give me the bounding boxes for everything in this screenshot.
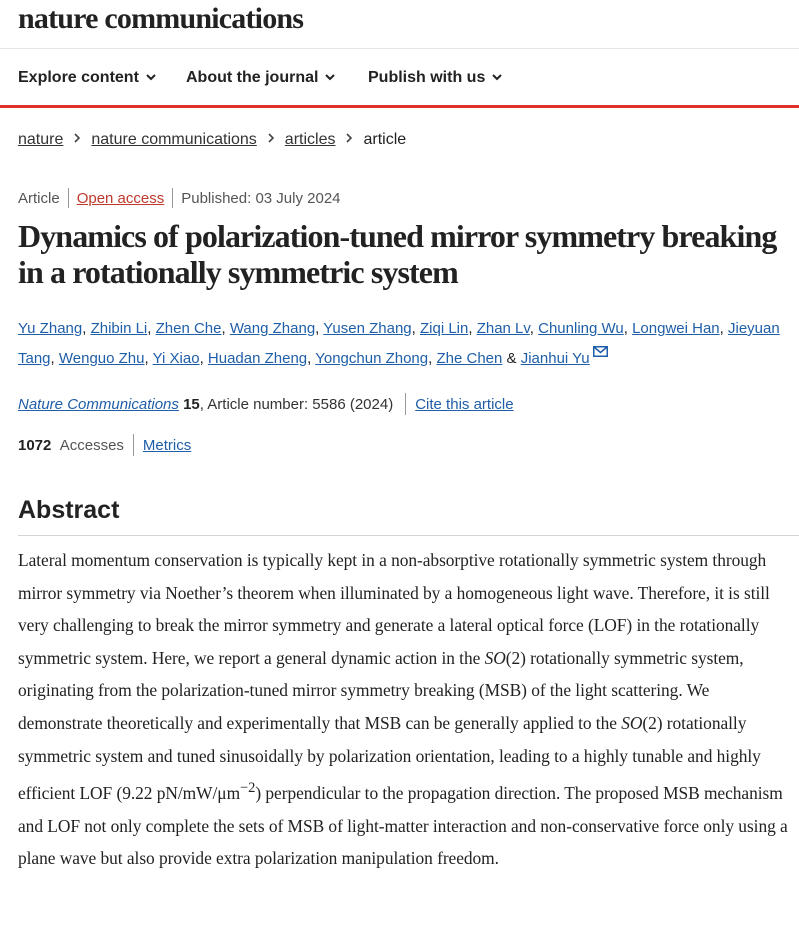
- article-number: , Article number: 5586 (2024): [199, 396, 394, 413]
- author-link[interactable]: Zhen Che: [155, 320, 222, 337]
- abstract-part: (2) rotationally symmetric system, originating from the polarization-tuned mirror symmetry breaking (MSB) of the light scattering. We demonstrate theoretically and experimentally that MSB can be generally applied to the: [18, 647, 744, 733]
- accesses-count: 1072: [18, 437, 52, 454]
- open-access-link[interactable]: Open access: [76, 190, 165, 207]
- author-link[interactable]: Jianhui Yu: [520, 350, 590, 367]
- email-icon[interactable]: [593, 346, 608, 357]
- abstract-superscript: −2: [240, 780, 256, 797]
- abstract-part: ) perpendicular to the propagation direction. The proposed MSB mechanism and LOF not only complete the sets of MSB of light-matter interaction and non-conservative force only using a plane wave but also provide extra polarization manipulation freedom.: [18, 782, 788, 869]
- journal-logo[interactable]: nature communications: [18, 2, 304, 35]
- chevron-right-icon: [266, 133, 276, 143]
- accesses-label: Accesses: [59, 437, 124, 454]
- abstract-part: Lateral momentum conservation is typically kept in a non-absorptive rotationally symmetric system through mirror symmetry via Noether’s theorem when illuminated by a homogeneous light wave. Therefore, it is still very challenging to break the mirror symmetry and generate a lateral optical force (LOF) in the rotationally symmetric system. Here, we report a general dynamic action in the: [18, 550, 770, 668]
- abstract-heading: Abstract: [18, 496, 120, 524]
- site-header: [0, 0, 799, 49]
- author-link[interactable]: Huadan Zheng: [207, 350, 308, 367]
- author-link[interactable]: Zhe Chen: [436, 350, 503, 367]
- volume: 15: [183, 396, 200, 413]
- author-link[interactable]: Zhibin Li: [90, 320, 148, 337]
- article-type: Article: [18, 190, 60, 207]
- author-link[interactable]: Wang Zhang: [229, 320, 316, 337]
- divider: [68, 188, 69, 208]
- author-list: Yu Zhang, Zhibin Li, Zhen Che, Wang Zhang, Yusen Zhang, Ziqi Lin, Zhan Lv, Chunling Wu, Longwei Han, Jieyuan Tang, Wenguo Zhu, Yi Xiao, Huadan Zheng, Yongchun Zhong, Zhe Chen & Jianhui Yu: [18, 320, 780, 367]
- breadcrumb-nature[interactable]: nature: [18, 131, 64, 148]
- nav-publish-label: Publish with us: [368, 69, 486, 86]
- breadcrumb-articles[interactable]: articles: [284, 131, 336, 148]
- divider: [405, 393, 406, 415]
- access-metrics: [18, 434, 191, 456]
- author-link[interactable]: Yi Xiao: [152, 350, 200, 367]
- chevron-down-icon: [324, 71, 336, 83]
- abstract-italic: SO: [621, 712, 643, 733]
- citation-line: [18, 393, 514, 415]
- author-link[interactable]: Yusen Zhang: [323, 320, 412, 337]
- journal-link[interactable]: Nature Communications: [18, 396, 179, 413]
- section-divider: [18, 535, 799, 536]
- nav-about-the-journal[interactable]: [186, 68, 336, 88]
- author-link[interactable]: Longwei Han: [632, 320, 720, 337]
- chevron-right-icon: [72, 133, 82, 143]
- abstract-italic: SO: [484, 647, 506, 668]
- author-link[interactable]: Yu Zhang: [18, 320, 83, 337]
- cite-this-article-link[interactable]: Cite this article: [415, 396, 514, 413]
- breadcrumb-current: article: [363, 131, 407, 148]
- breadcrumb-nature-communications[interactable]: nature communications: [91, 131, 257, 148]
- nav-publish-with-us[interactable]: [368, 68, 503, 88]
- breadcrumb: [18, 130, 406, 150]
- chevron-right-icon: [344, 133, 354, 143]
- article-title: Dynamics of polarization-tuned mirror symmetry breaking in a rotationally symmetric system: [18, 218, 777, 290]
- nav-about-label: About the journal: [186, 69, 319, 86]
- main-nav: [0, 49, 799, 108]
- metrics-link[interactable]: Metrics: [142, 437, 192, 454]
- author-link[interactable]: Zhan Lv: [476, 320, 530, 337]
- author-link[interactable]: Ziqi Lin: [419, 320, 469, 337]
- article-meta: [18, 188, 341, 209]
- published-date: Published: 03 July 2024: [181, 190, 341, 207]
- nav-explore-content[interactable]: [18, 68, 157, 88]
- abstract-text: [18, 544, 794, 875]
- chevron-down-icon: [145, 71, 157, 83]
- author-link[interactable]: Chunling Wu: [538, 320, 624, 337]
- authors-and: &: [506, 350, 517, 367]
- nav-explore-content-label: Explore content: [18, 69, 139, 86]
- author-link[interactable]: Yongchun Zhong: [315, 350, 429, 367]
- author-link[interactable]: Wenguo Zhu: [58, 350, 145, 367]
- chevron-down-icon: [491, 71, 503, 83]
- divider: [133, 434, 134, 456]
- abstract-part: (2) rotationally symmetric system and tuned sinusoidally by polarization orientation, leading to a highly tunable and highly efficient LOF (9.22 pN/mW/μm: [18, 712, 761, 803]
- author-link[interactable]: Jieyuan Tang: [18, 320, 780, 367]
- divider: [172, 188, 173, 208]
